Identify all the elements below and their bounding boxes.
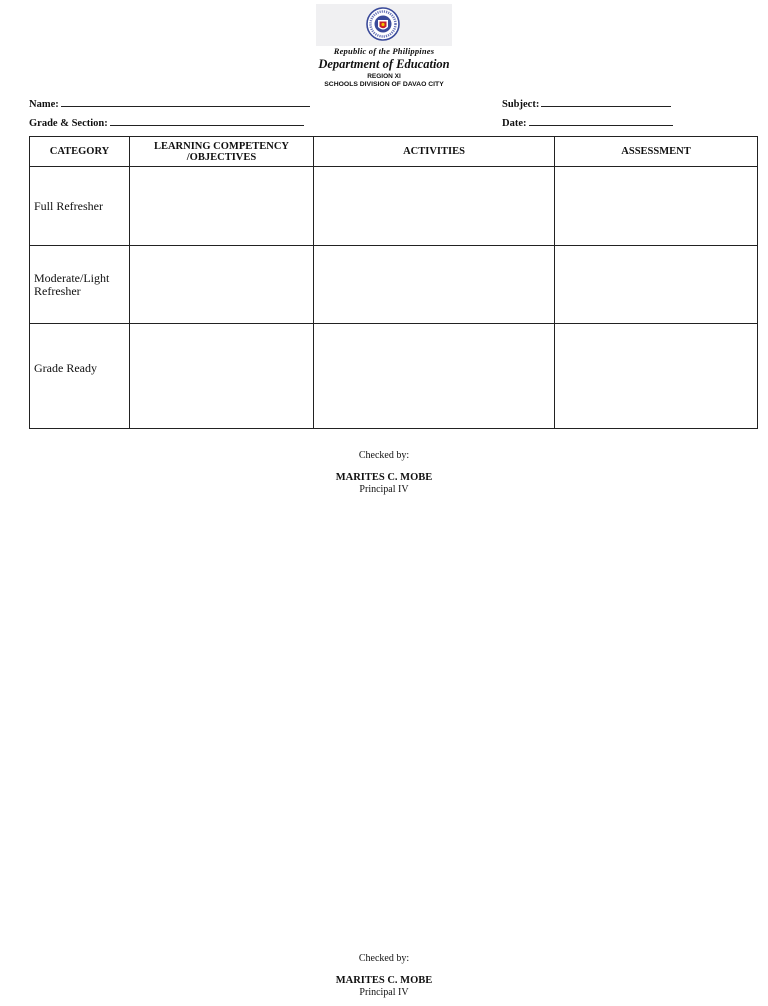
signature-block xyxy=(284,450,484,495)
checked-by-label: Checked by: xyxy=(358,953,410,964)
subject-field xyxy=(502,97,671,110)
grade-section-label: Grade & Section: xyxy=(29,118,108,129)
grade-section-field xyxy=(29,116,304,129)
checked-by-label: Checked by: xyxy=(358,450,410,461)
table-row xyxy=(30,167,758,246)
date-label: Date: xyxy=(502,118,527,129)
activities-cell[interactable] xyxy=(314,246,555,324)
activities-cell[interactable] xyxy=(314,324,555,429)
signature-block xyxy=(284,953,484,998)
competency-cell[interactable] xyxy=(130,246,314,324)
category-cell-moderate-light-refresher: Moderate/Light Refresher xyxy=(30,246,130,324)
category-header: CATEGORY xyxy=(30,137,130,167)
division-text: SCHOOLS DIVISION OF DAVAO CITY xyxy=(324,81,444,88)
grade-section-line[interactable] xyxy=(110,116,304,126)
competency-header-line1: LEARNING COMPETENCY xyxy=(153,140,290,152)
category-cell-grade-ready: Grade Ready xyxy=(30,324,130,429)
activities-header: ACTIVITIES xyxy=(314,137,555,167)
signatory-position: Principal IV xyxy=(359,987,409,998)
category-cell-full-refresher: Full Refresher xyxy=(30,167,130,246)
signatory-name: MARITES C. MOBE xyxy=(335,975,433,986)
department-title: Department of Education xyxy=(318,57,450,71)
region-text: REGION XI xyxy=(367,73,401,80)
competency-cell[interactable] xyxy=(130,324,314,429)
subject-label: Subject: xyxy=(502,99,540,110)
assessment-cell[interactable] xyxy=(555,167,758,246)
competency-header-line2: /OBJECTIVES xyxy=(186,151,257,163)
date-line[interactable] xyxy=(529,116,673,126)
table-row xyxy=(30,246,758,324)
name-line[interactable] xyxy=(61,97,310,107)
name-field xyxy=(29,97,310,110)
table-header-row xyxy=(30,137,758,167)
lesson-plan-table xyxy=(29,136,758,429)
name-label: Name: xyxy=(29,99,59,110)
signatory-name: MARITES C. MOBE xyxy=(335,472,433,483)
table-row xyxy=(30,324,758,429)
date-field xyxy=(502,116,673,129)
competency-header xyxy=(130,137,314,167)
assessment-cell[interactable] xyxy=(555,246,758,324)
deped-seal-icon xyxy=(366,7,400,41)
letterhead xyxy=(300,4,468,88)
activities-cell[interactable] xyxy=(314,167,555,246)
competency-cell[interactable] xyxy=(130,167,314,246)
assessment-header: ASSESSMENT xyxy=(555,137,758,167)
subject-line[interactable] xyxy=(541,97,671,107)
signatory-position: Principal IV xyxy=(359,484,409,495)
assessment-cell[interactable] xyxy=(555,324,758,429)
republic-text: Republic of the Philippines xyxy=(333,46,435,56)
